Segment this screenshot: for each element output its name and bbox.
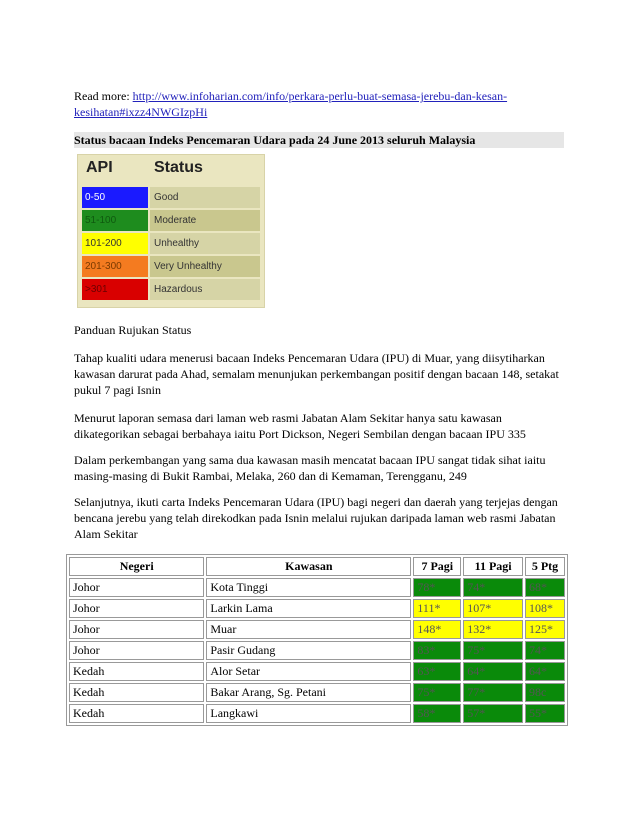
table-row <box>69 662 565 681</box>
api-5-ptg-cell: 125* <box>525 620 565 639</box>
api-range-swatch: 101-200 <box>82 233 148 254</box>
negeri-cell: Kedah <box>69 683 204 702</box>
table-row <box>69 599 565 618</box>
source-link[interactable]: http://www.infoharian.com/info/perkara-perlu-buat-semasa-jerebu-dan-kesan-kesihatan#ixzz4NWGIzpHi <box>74 89 508 119</box>
api-legend-image <box>77 154 265 308</box>
api-7-pagi-cell: 75* <box>413 683 461 702</box>
negeri-cell: Johor <box>69 641 204 660</box>
api-7-pagi-cell: 63* <box>413 662 461 681</box>
paragraph-chart-intro: Selanjutnya, ikuti carta Indeks Pencemaran Udara (IPU) bagi negeri dan daerah yang terjejas dengan bencana jerebu yang telah direkodkan pada Isnin melalui rujukan daripada laman web rasmi Jabatan Alam Sekitar <box>74 495 558 541</box>
kawasan-cell: Alor Setar <box>206 662 411 681</box>
table-header-row <box>69 557 565 576</box>
paragraph-guide-title: Panduan Rujukan Status <box>74 323 192 337</box>
api-status-label: Hazardous <box>150 279 260 300</box>
kawasan-cell: Bakar Arang, Sg. Petani <box>206 683 411 702</box>
api-status-label: Unhealthy <box>150 233 260 254</box>
api-range-swatch: 51-100 <box>82 210 148 231</box>
table-row <box>69 578 565 597</box>
api-5-ptg-cell: 108* <box>525 599 565 618</box>
read-more-prefix: Read more: <box>74 89 133 103</box>
col-header-negeri: Negeri <box>69 557 204 576</box>
negeri-cell: Johor <box>69 620 204 639</box>
col-header-kawasan: Kawasan <box>206 557 411 576</box>
kawasan-cell: Pasir Gudang <box>206 641 411 660</box>
negeri-cell: Kedah <box>69 704 204 723</box>
api-7-pagi-cell: 78* <box>413 578 461 597</box>
api-legend-row <box>82 187 260 208</box>
api-5-ptg-cell: 55* <box>525 704 565 723</box>
api-7-pagi-cell: 148* <box>413 620 461 639</box>
api-legend-row <box>82 210 260 231</box>
status-heading: Status bacaan Indeks Pencemaran Udara pada 24 June 2013 seluruh Malaysia <box>74 132 564 148</box>
api-7-pagi-cell: 111* <box>413 599 461 618</box>
api-legend-row <box>82 279 260 300</box>
kawasan-cell: Muar <box>206 620 411 639</box>
table-row <box>69 704 565 723</box>
paragraph-muar: Tahap kualiti udara menerusi bacaan Indeks Pencemaran Udara (IPU) di Muar, yang diisytiharkan kawasan darurat pada Ahad, semalam menunjukan perkembangan positif dengan bacaan 148, setakat pukul 7 pagi Isnin <box>74 351 559 397</box>
api-readings-table <box>66 554 568 726</box>
api-11-pagi-cell: 75* <box>463 641 523 660</box>
api-status-label: Moderate <box>150 210 260 231</box>
table-row <box>69 683 565 702</box>
api-status-label: Very Unhealthy <box>150 256 260 277</box>
api-range-swatch: >301 <box>82 279 148 300</box>
api-11-pagi-cell: 77* <box>463 683 523 702</box>
paragraph-unhealthy-areas: Dalam perkembangan yang sama dua kawasan masih mencatat bacaan IPU sangat tidak sihat iaitu masing-masing di Bukit Rambai, Melaka, 260 dan di Kemaman, Terengganu, 249 <box>74 453 546 483</box>
api-11-pagi-cell: 64* <box>463 662 523 681</box>
api-7-pagi-cell: 83* <box>413 641 461 660</box>
api-11-pagi-cell: 132* <box>463 620 523 639</box>
api-5-ptg-cell: 98c <box>525 683 565 702</box>
negeri-cell: Kedah <box>69 662 204 681</box>
col-header-11-pagi: 11 Pagi <box>463 557 523 576</box>
table-row <box>69 620 565 639</box>
api-legend-row <box>82 233 260 254</box>
col-header-7-pagi: 7 Pagi <box>413 557 461 576</box>
api-11-pagi-cell: 107* <box>463 599 523 618</box>
api-11-pagi-cell: 57* <box>463 704 523 723</box>
api-5-ptg-cell: 64* <box>525 662 565 681</box>
api-range-swatch: 0-50 <box>82 187 148 208</box>
api-status-label: Good <box>150 187 260 208</box>
api-5-ptg-cell: 74* <box>525 641 565 660</box>
paragraph-port-dickson: Menurut laporan semasa dari laman web rasmi Jabatan Alam Sekitar hanya satu kawasan dikategorikan sebagai berbahaya iaitu Port Dickson, Negeri Sembilan dengan bacaan IPU 335 <box>74 411 526 441</box>
kawasan-cell: Kota Tinggi <box>206 578 411 597</box>
read-more-line <box>74 88 554 120</box>
negeri-cell: Johor <box>69 578 204 597</box>
negeri-cell: Johor <box>69 599 204 618</box>
api-range-swatch: 201-300 <box>82 256 148 277</box>
api-legend-header-status: Status <box>154 159 203 176</box>
api-legend-row <box>82 256 260 277</box>
api-legend-header-api: API <box>86 159 113 176</box>
kawasan-cell: Langkawi <box>206 704 411 723</box>
kawasan-cell: Larkin Lama <box>206 599 411 618</box>
api-5-ptg-cell: 68* <box>525 578 565 597</box>
api-7-pagi-cell: 58* <box>413 704 461 723</box>
table-row <box>69 641 565 660</box>
api-11-pagi-cell: 74* <box>463 578 523 597</box>
col-header-5-ptg: 5 Ptg <box>525 557 565 576</box>
